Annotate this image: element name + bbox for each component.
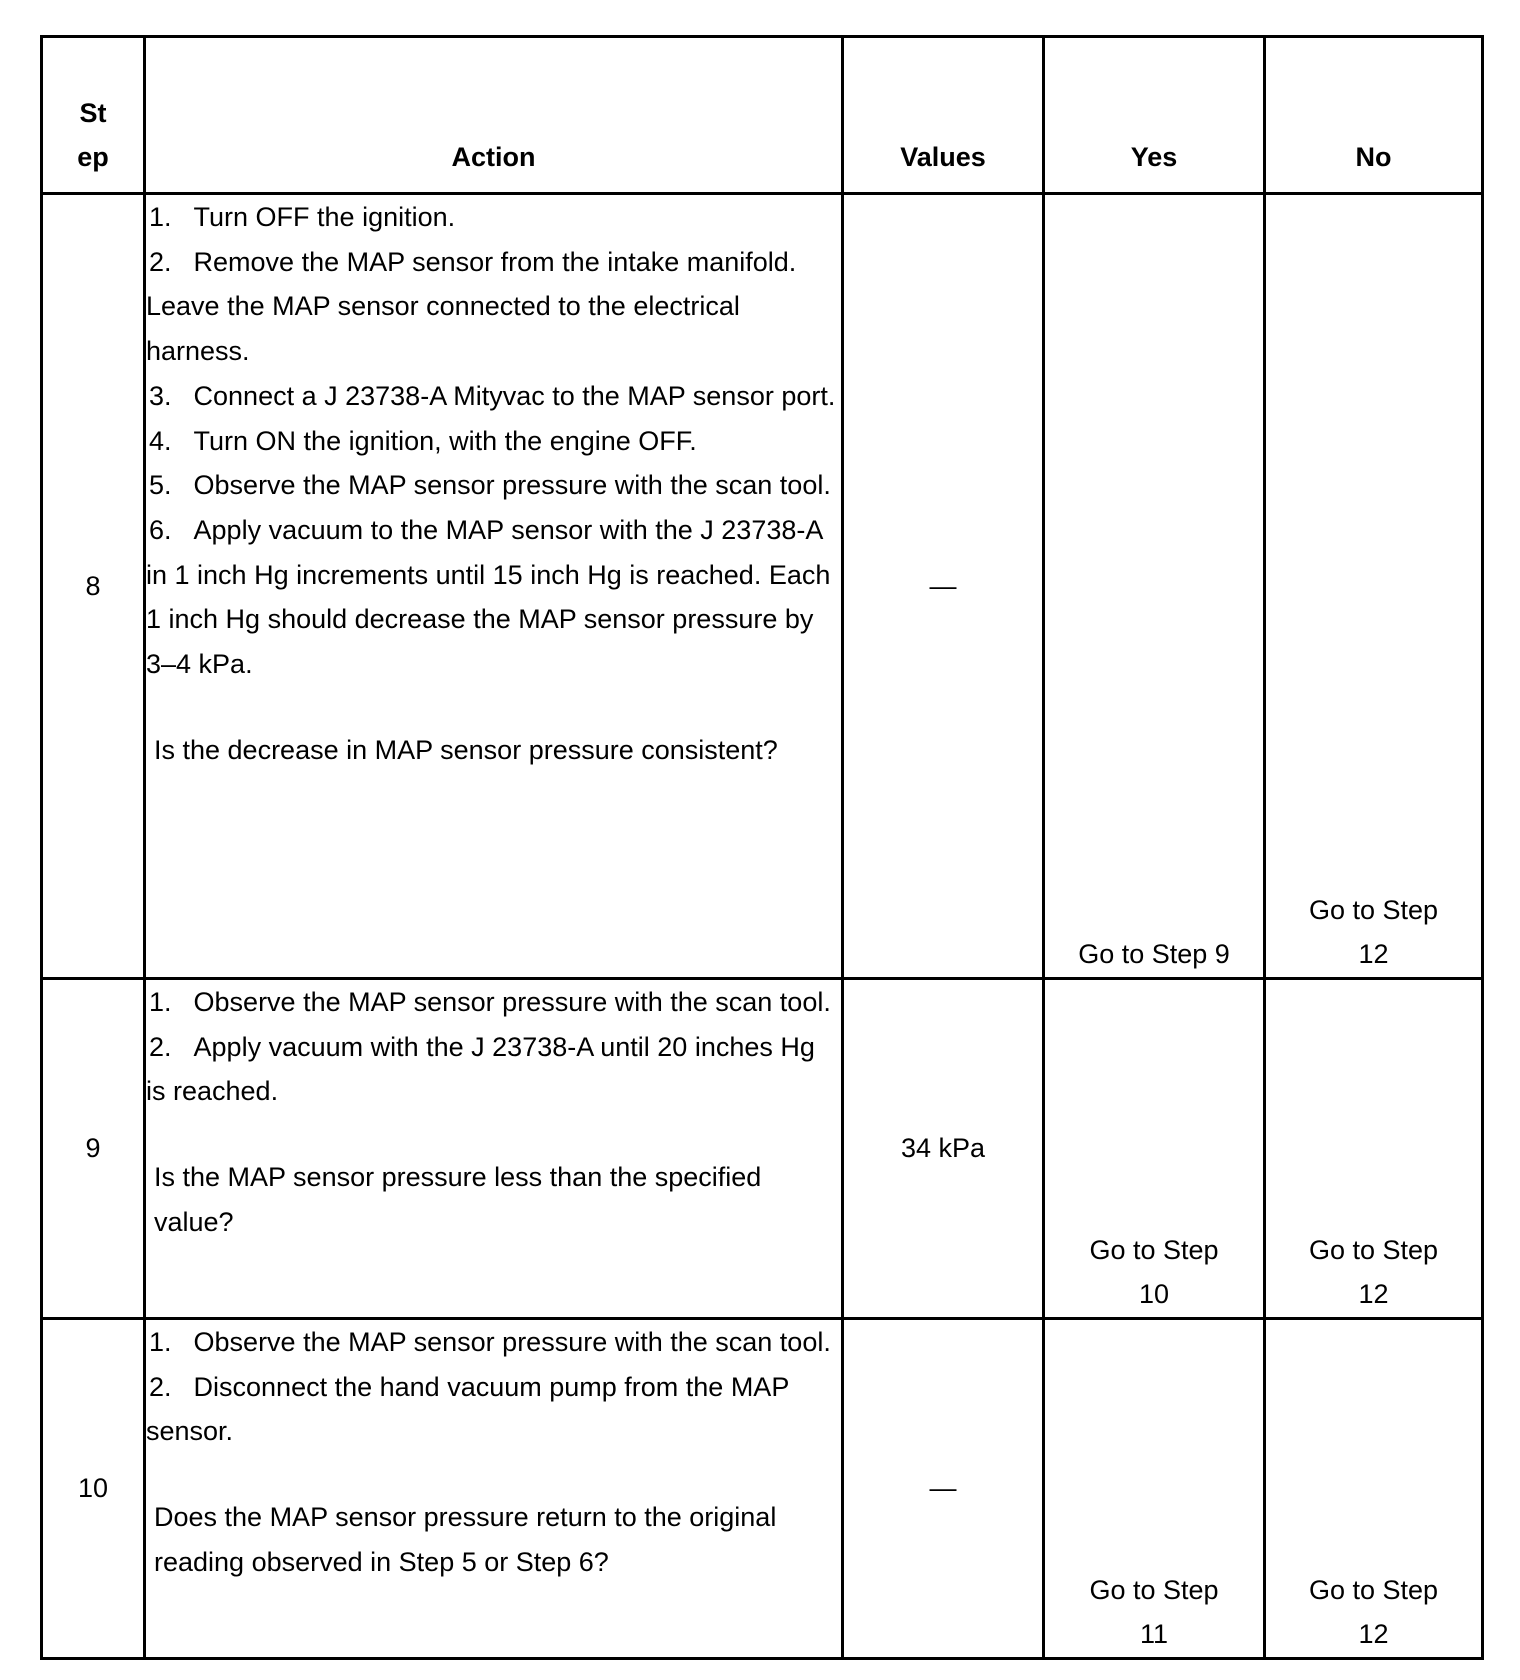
action-item: 2. Apply vacuum with the J 23738-A until 20 inches Hg is reached. bbox=[146, 1031, 815, 1107]
question-text: Does the MAP sensor pressure return to the original reading observed in Step 5 or Step 6? bbox=[154, 1502, 777, 1577]
no-result: Go to Step 12 bbox=[1308, 894, 1439, 970]
action-item: 2. Disconnect the hand vacuum pump from the MAP sensor. bbox=[146, 1371, 789, 1447]
diagnostic-table bbox=[40, 35, 1484, 1660]
question-text: Is the decrease in MAP sensor pressure consistent? bbox=[154, 734, 778, 765]
action-item: 3. Connect a J 23738-A Mityvac to the MAP sensor port. bbox=[149, 380, 836, 411]
action-list bbox=[146, 1320, 841, 1454]
action-item: 1. Turn OFF the ignition. bbox=[149, 202, 456, 232]
action-list bbox=[146, 980, 841, 1114]
action-item: 5. Observe the MAP sensor pressure with the scan tool. bbox=[149, 470, 831, 501]
header-action: Action bbox=[145, 37, 843, 194]
yes-result: Go to Step 9 bbox=[1078, 939, 1230, 970]
yes-cell bbox=[1044, 1319, 1265, 1659]
header-row bbox=[42, 37, 1483, 194]
action-cell bbox=[145, 979, 843, 1319]
step-number: 8 bbox=[42, 194, 145, 979]
value-cell: — bbox=[843, 194, 1044, 979]
header-no: No bbox=[1265, 37, 1483, 194]
no-cell bbox=[1265, 194, 1483, 979]
yes-result: Go to Step 10 bbox=[1089, 1234, 1219, 1310]
step-number: 9 bbox=[42, 979, 145, 1319]
header-yes: Yes bbox=[1044, 37, 1265, 194]
header-values: Values bbox=[843, 37, 1044, 194]
action-list bbox=[146, 195, 841, 687]
action-item: 4. Turn ON the ignition, with the engine OFF. bbox=[149, 425, 697, 456]
no-cell bbox=[1265, 1319, 1483, 1659]
no-cell bbox=[1265, 979, 1483, 1319]
value-cell: — bbox=[843, 1319, 1044, 1659]
value-cell: 34 kPa bbox=[843, 979, 1044, 1319]
question-text: Is the MAP sensor pressure less than the specified value? bbox=[154, 1162, 762, 1237]
yes-cell bbox=[1044, 194, 1265, 979]
action-item: 6. Apply vacuum to the MAP sensor with the J 23738-A in 1 inch Hg increments until 15 inch Hg is reached. Each 1 inch Hg should decrease the MAP sensor pressure by 3–4 kPa. bbox=[146, 514, 831, 680]
action-cell bbox=[145, 1319, 843, 1659]
step-number: 10 bbox=[42, 1319, 145, 1659]
no-result: Go to Step 12 bbox=[1308, 1234, 1439, 1310]
action-cell bbox=[145, 194, 843, 979]
action-item: 1. Observe the MAP sensor pressure with the scan tool. bbox=[149, 1327, 831, 1357]
header-step: St ep bbox=[42, 37, 145, 194]
yes-result: Go to Step 11 bbox=[1089, 1574, 1219, 1650]
no-result: Go to Step 12 bbox=[1308, 1574, 1439, 1650]
action-item: 1. Observe the MAP sensor pressure with the scan tool. bbox=[149, 987, 831, 1017]
table-row bbox=[42, 1319, 1483, 1659]
action-item: 2. Remove the MAP sensor from the intake manifold. Leave the MAP sensor connected to the electrical harness. bbox=[146, 246, 797, 367]
yes-cell bbox=[1044, 979, 1265, 1319]
table-row bbox=[42, 194, 1483, 979]
table-row bbox=[42, 979, 1483, 1319]
